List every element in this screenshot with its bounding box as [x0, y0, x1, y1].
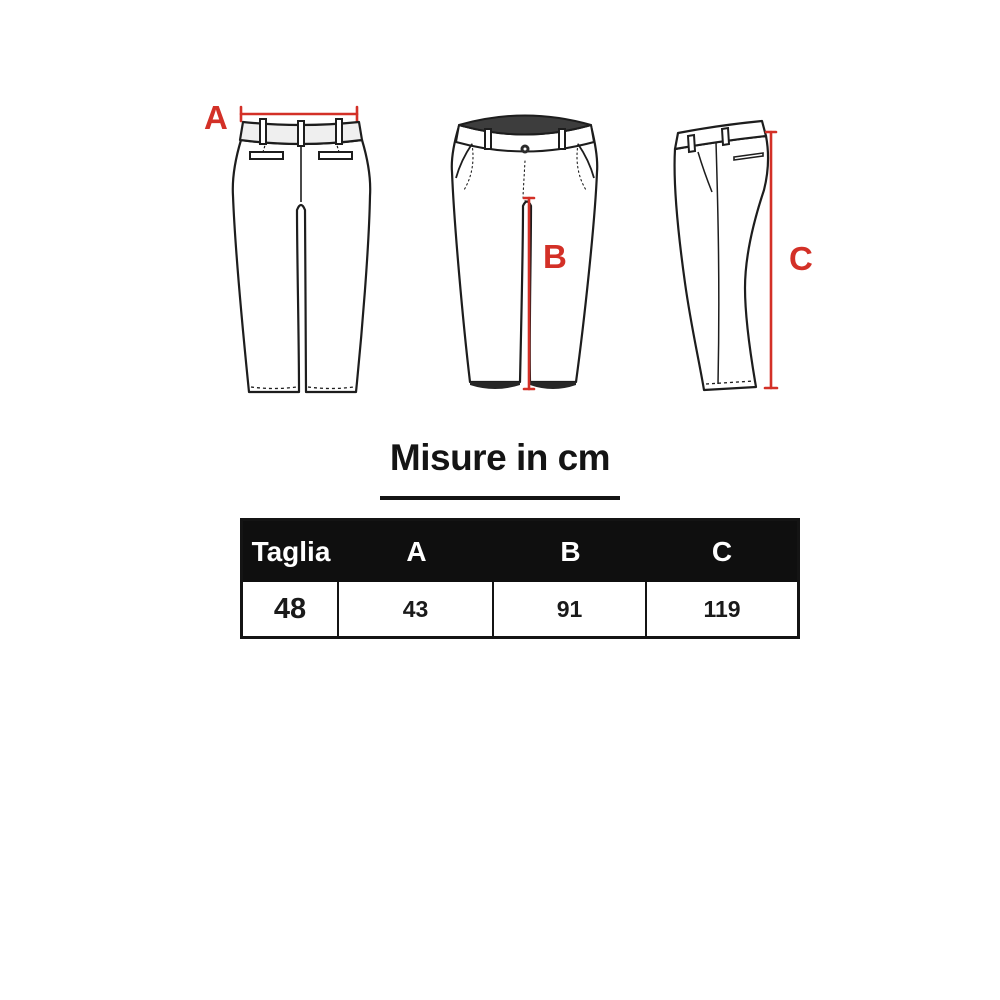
cell-size: 48	[243, 582, 339, 636]
pants-side-view-sketch	[670, 108, 790, 400]
measure-label-c: C	[789, 240, 813, 277]
size-table-row	[243, 582, 797, 636]
header-c: C	[711, 535, 733, 567]
size-table-header-row	[243, 521, 797, 582]
header-a: A	[406, 535, 427, 567]
cell-a-value: 43	[339, 582, 494, 636]
measure-label-a: A	[204, 99, 228, 136]
cell-b-value: 91	[494, 582, 647, 636]
pants-back-view-sketch	[227, 98, 375, 400]
measure-label-b: B	[543, 238, 567, 275]
cell-c-value: 119	[703, 595, 741, 622]
title-underline	[380, 496, 620, 500]
size-table	[240, 518, 800, 639]
page-title: Misure in cm	[389, 437, 611, 478]
header-b: B	[560, 535, 581, 567]
header-taglia: Taglia	[251, 535, 331, 567]
pants-front-view-sketch	[448, 98, 602, 400]
